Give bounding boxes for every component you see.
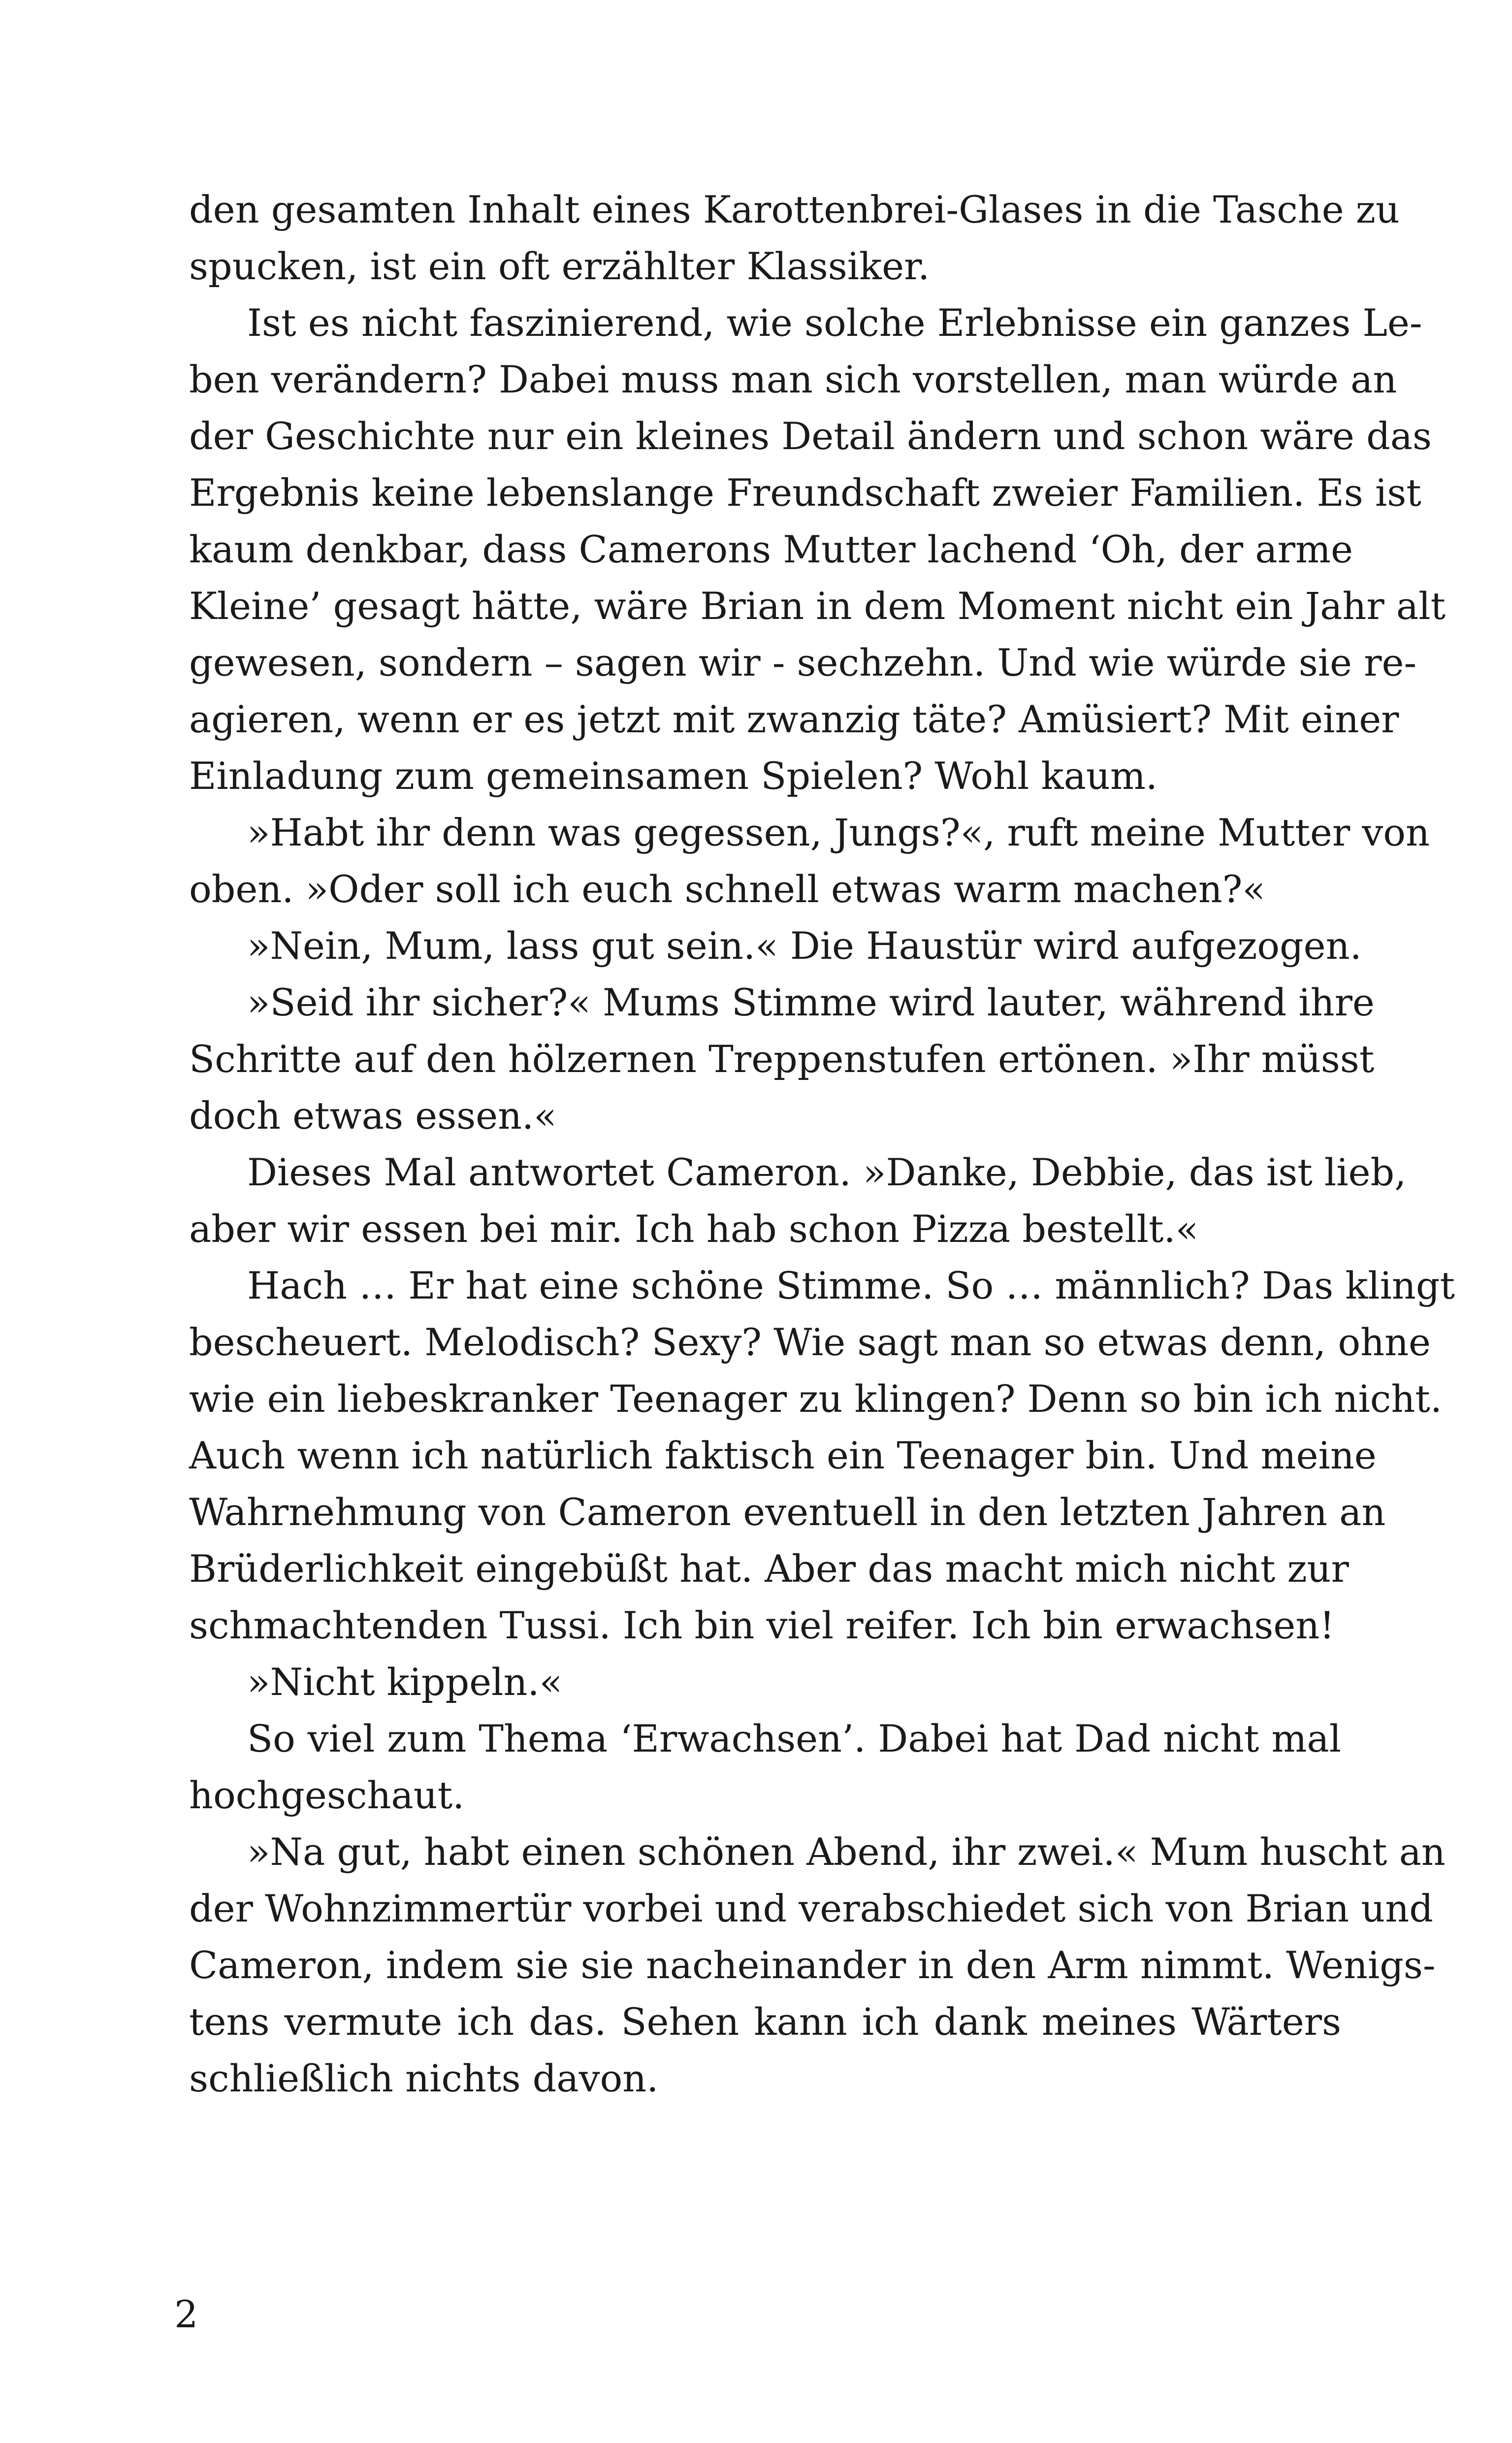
text-line: doch etwas essen.«	[189, 1094, 557, 1138]
text-line: Cameron, indem sie sie nacheinander in den Arm nimmt. Wenigs-	[189, 1943, 1436, 1987]
text-line: Auch wenn ich natürlich faktisch ein Teenager bin. Und meine	[189, 1433, 1377, 1477]
text-line: den gesamten Inhalt eines Karottenbrei-Glases in die Tasche zu	[189, 188, 1400, 231]
body-text	[189, 181, 1455, 2107]
text-line: »Nicht kippeln.«	[247, 1660, 563, 1704]
text-line: schließlich nichts davon.	[189, 2056, 659, 2100]
text-line: Kleine’ gesagt hätte, wäre Brian in dem Moment nicht ein Jahr alt	[189, 584, 1446, 628]
text-line: der Geschichte nur ein kleines Detail ändern und schon wäre das	[189, 414, 1432, 458]
text-line: aber wir essen bei mir. Ich hab schon Pizza bestellt.«	[189, 1207, 1199, 1251]
text-line: oben. »Oder soll ich euch schnell etwas warm machen?«	[189, 867, 1265, 911]
text-line: Ist es nicht faszinierend, wie solche Erlebnisse ein ganzes Le-	[247, 301, 1422, 345]
text-line: schmachtenden Tussi. Ich bin viel reifer. Ich bin erwachsen!	[189, 1603, 1335, 1647]
text-line: Wahrnehmung von Cameron eventuell in den letzten Jahren an	[189, 1490, 1386, 1534]
page-number: 2	[174, 2292, 198, 2336]
text-line: Dieses Mal antwortet Cameron. »Danke, Debbie, das ist lieb,	[247, 1150, 1407, 1194]
text-line: »Habt ihr denn was gegessen, Jungs?«, ruft meine Mutter von	[247, 811, 1430, 854]
text-line: hochgeschaut.	[189, 1773, 465, 1817]
text-line: »Nein, Mum, lass gut sein.« Die Haustür wird aufgezogen.	[247, 924, 1362, 968]
text-line: Hach … Er hat eine schöne Stimme. So … männlich? Das klingt	[247, 1264, 1455, 1307]
text-line: agieren, wenn er es jetzt mit zwanzig täte? Amüsiert? Mit einer	[189, 697, 1399, 741]
text-line: bescheuert. Melodisch? Sexy? Wie sagt man so etwas denn, ohne	[189, 1320, 1431, 1364]
text-line: Brüderlichkeit eingebüßt hat. Aber das macht mich nicht zur	[189, 1547, 1349, 1591]
text-line: »Seid ihr sicher?« Mums Stimme wird lauter, während ihre	[247, 980, 1375, 1024]
text-line: Ergebnis keine lebenslange Freundschaft zweier Familien. Es ist	[189, 471, 1421, 515]
text-line: Einladung zum gemeinsamen Spielen? Wohl kaum.	[189, 754, 1158, 798]
text-line: Schritte auf den hölzernen Treppenstufen ertönen. »Ihr müsst	[189, 1037, 1375, 1081]
text-line: der Wohnzimmertür vorbei und verabschiedet sich von Brian und	[189, 1887, 1433, 1930]
text-line: gewesen, sondern – sagen wir - sechzehn. Und wie würde sie re-	[189, 641, 1417, 684]
text-line: ben verändern? Dabei muss man sich vorstellen, man würde an	[189, 358, 1397, 401]
text-line: »Na gut, habt einen schönen Abend, ihr zwei.« Mum huscht an	[247, 1830, 1446, 1874]
text-line: So viel zum Thema ‘Erwachsen’. Dabei hat Dad nicht mal	[247, 1717, 1341, 1760]
text-line: wie ein liebeskranker Teenager zu klingen? Denn so bin ich nicht.	[189, 1377, 1442, 1421]
text-line: tens vermute ich das. Sehen kann ich dank meines Wärters	[189, 2000, 1341, 2044]
text-line: spucken, ist ein oft erzählter Klassiker.	[189, 244, 930, 288]
text-line: kaum denkbar, dass Camerons Mutter lachend ‘Oh, der arme	[189, 527, 1353, 571]
